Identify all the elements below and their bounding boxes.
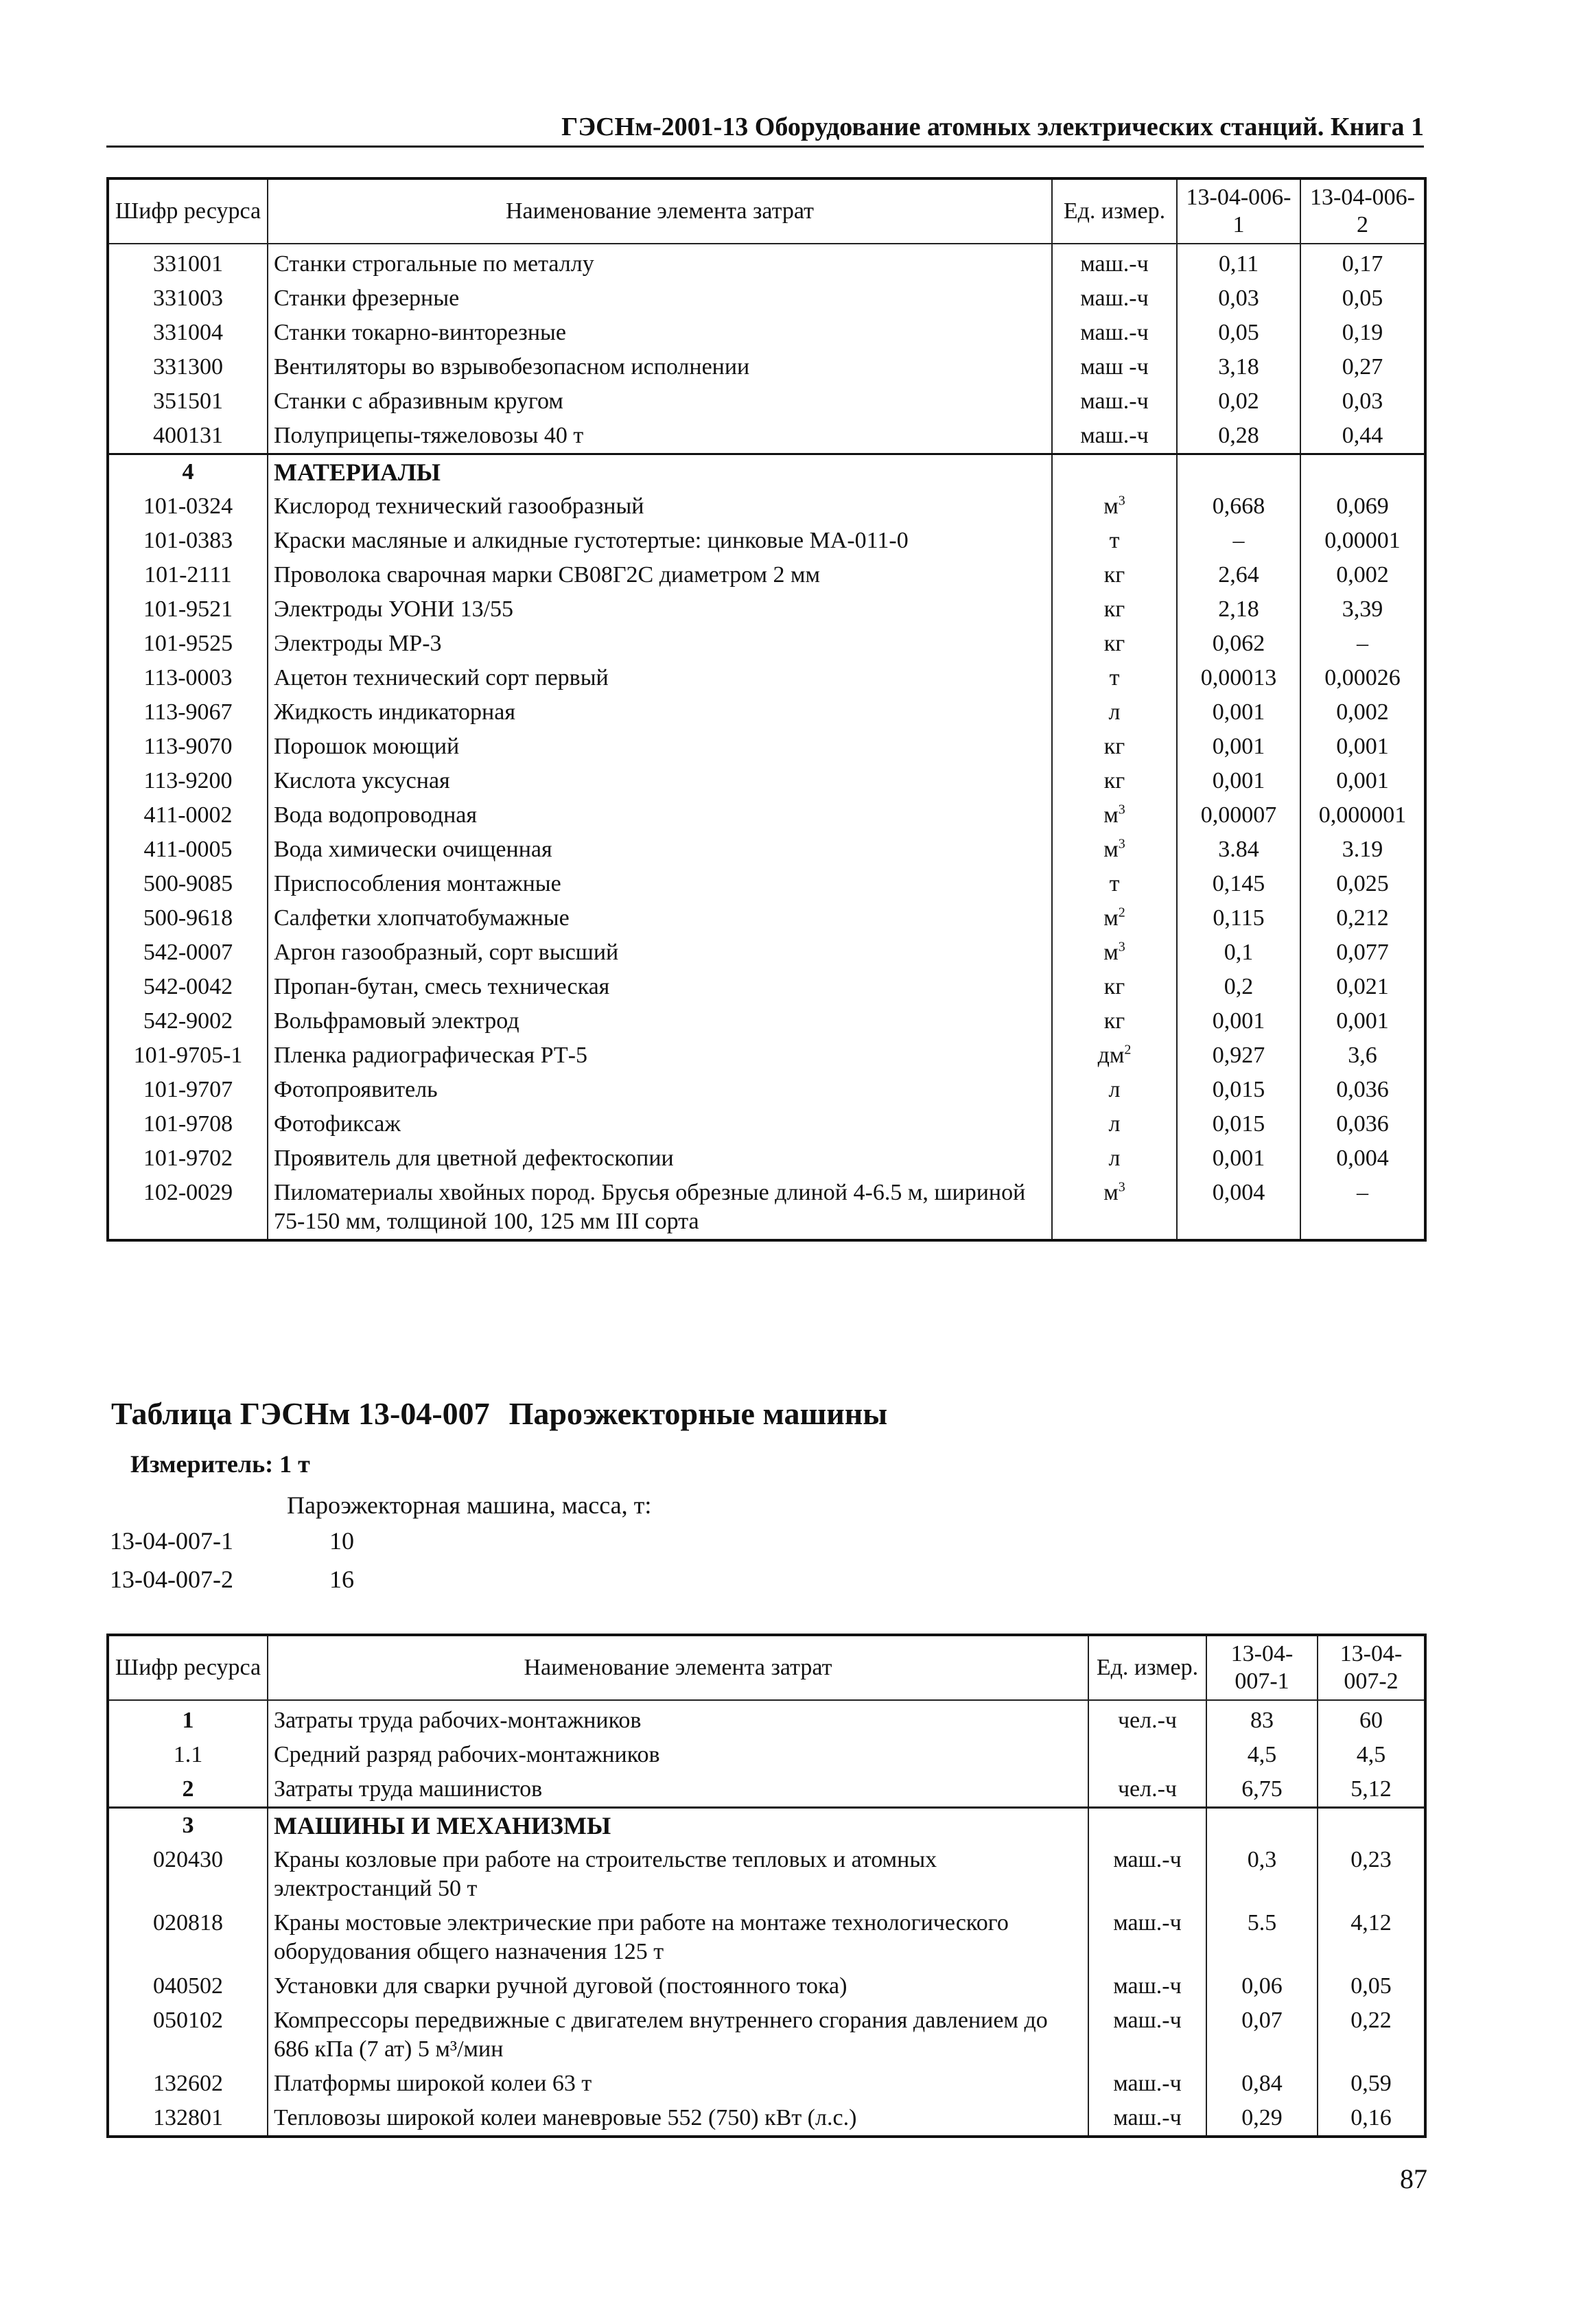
header-col-2: 13-04-007-2 [1318, 1635, 1425, 1700]
row-name: Жидкость индикаторная [268, 695, 1052, 730]
row-unit: маш.-ч [1088, 1969, 1206, 2003]
row-code: 2 [108, 1772, 268, 1808]
row-name: Пропан-бутан, смесь техническая [268, 970, 1052, 1004]
row-unit: $м^3$ [1052, 798, 1177, 833]
header-name: Наименование элемента затрат [268, 178, 1052, 244]
row-code: 101-9708 [108, 1107, 268, 1141]
table-title-text: Пароэжекторные машины [508, 1396, 888, 1431]
resource-table-006 [106, 177, 1427, 1242]
page-number: 87 [1400, 2163, 1427, 2194]
row-value-2: – [1300, 1176, 1425, 1240]
row-code: 331003 [108, 281, 268, 316]
header-unit: Ед. измер. [1088, 1635, 1206, 1700]
section-row [108, 454, 1425, 490]
table-row [108, 764, 1425, 798]
row-name: Компрессоры передвижные с двигателем внутреннего сгорания давлением до 686 кПа (7 ат) 5 м³/мин [268, 2003, 1088, 2067]
table-title-label: Таблица ГЭСНм 13-04-007 [111, 1396, 490, 1431]
param-value: 16 [329, 1566, 354, 1593]
table-row [108, 281, 1425, 316]
row-code: 351501 [108, 384, 268, 419]
row-code: 020818 [108, 1906, 268, 1969]
row-value-2: 0,025 [1300, 867, 1425, 901]
unit-exponent: 3 [1118, 802, 1125, 817]
param-title: Пароэжекторная машина, масса, т: [287, 1491, 652, 1519]
row-code: 500-9085 [108, 867, 268, 901]
row-value-2: 0,00026 [1300, 661, 1425, 695]
row-value-1: 0,2 [1177, 970, 1300, 1004]
table-row [108, 558, 1425, 592]
table-row [108, 867, 1425, 901]
unit-exponent: 3 [1118, 939, 1125, 955]
row-code: 101-2111 [108, 558, 268, 592]
row-value-1: 0,015 [1177, 1107, 1300, 1141]
row-unit: чел.-ч [1088, 1772, 1206, 1808]
row-code: 500-9618 [108, 901, 268, 936]
table-row [108, 661, 1425, 695]
row-code: 542-9002 [108, 1004, 268, 1038]
row-value-1: 0,00013 [1177, 661, 1300, 695]
row-value-1: 0,001 [1177, 1004, 1300, 1038]
row-unit: маш.-ч [1088, 2003, 1206, 2067]
row-name: Электроды МР-3 [268, 627, 1052, 661]
row-value-1: 83 [1206, 1700, 1318, 1738]
unit-exponent: 3 [1118, 1179, 1125, 1195]
row-unit [1052, 454, 1177, 490]
table-row [108, 1772, 1425, 1808]
unit-exponent: 3 [1118, 836, 1125, 852]
param-value: 10 [329, 1527, 354, 1555]
row-code: 101-0324 [108, 489, 268, 524]
table-row [108, 524, 1425, 558]
row-value-2: 0,004 [1300, 1141, 1425, 1176]
row-code: 113-0003 [108, 661, 268, 695]
header-name: Наименование элемента затрат [268, 1635, 1088, 1700]
row-code: 101-9707 [108, 1073, 268, 1107]
row-name: Краски масляные и алкидные густотертые: цинковые МА-011-0 [268, 524, 1052, 558]
row-value-2: 0,036 [1300, 1107, 1425, 1141]
resource-table-007 [106, 1634, 1427, 2138]
row-name: МАТЕРИАЛЫ [268, 454, 1052, 490]
table-row [108, 1738, 1425, 1772]
table-title [111, 1393, 887, 1434]
row-value-2: 60 [1318, 1700, 1425, 1738]
row-unit [1088, 1808, 1206, 1844]
table-row [108, 350, 1425, 384]
table-row [108, 1107, 1425, 1141]
row-name: Ацетон технический сорт первый [268, 661, 1052, 695]
row-value-1: 0,001 [1177, 730, 1300, 764]
row-code: 101-9705-1 [108, 1038, 268, 1073]
row-value-1: 5.5 [1206, 1906, 1318, 1969]
row-name: Салфетки хлопчатобумажные [268, 901, 1052, 936]
row-unit: кг [1052, 627, 1177, 661]
row-value-2: – [1300, 627, 1425, 661]
table-row [108, 695, 1425, 730]
row-value-2: 0,22 [1318, 2003, 1425, 2067]
row-name: Полуприцепы-тяжеловозы 40 т [268, 419, 1052, 454]
row-value-1: 0,001 [1177, 1141, 1300, 1176]
row-name: МАШИНЫ И МЕХАНИЗМЫ [268, 1808, 1088, 1844]
param-code: 13-04-007-1 [110, 1527, 233, 1555]
row-value-1: 0,07 [1206, 2003, 1318, 2067]
row-name: Приспособления монтажные [268, 867, 1052, 901]
row-value-1: 0,1 [1177, 936, 1300, 970]
table-row [108, 244, 1425, 281]
row-value-1: 3.84 [1177, 833, 1300, 867]
row-name: Средний разряд рабочих-монтажников [268, 1738, 1088, 1772]
table-row [108, 1906, 1425, 1969]
row-name: Тепловозы широкой колеи маневровые 552 (750) кВт (л.с.) [268, 2101, 1088, 2137]
row-value-1 [1177, 454, 1300, 490]
row-value-2: 0,001 [1300, 764, 1425, 798]
row-code: 113-9067 [108, 695, 268, 730]
row-unit: кг [1052, 764, 1177, 798]
row-code: 101-9525 [108, 627, 268, 661]
row-value-1: 0,001 [1177, 764, 1300, 798]
row-unit: маш.-ч [1052, 244, 1177, 281]
row-name: Кислота уксусная [268, 764, 1052, 798]
row-code: 411-0005 [108, 833, 268, 867]
header-col-1: 13-04-006-1 [1177, 178, 1300, 244]
table-row [108, 1843, 1425, 1906]
row-name: Краны козловые при работе на строительстве тепловых и атомных электростанций 50 т [268, 1843, 1088, 1906]
row-unit: маш.-ч [1052, 419, 1177, 454]
row-value-1: 0,001 [1177, 695, 1300, 730]
row-value-2: 0,001 [1300, 1004, 1425, 1038]
row-unit: т [1052, 524, 1177, 558]
row-name: Установки для сварки ручной дуговой (постоянного тока) [268, 1969, 1088, 2003]
row-code: 400131 [108, 419, 268, 454]
row-code: 040502 [108, 1969, 268, 2003]
row-unit: маш -ч [1052, 350, 1177, 384]
row-code: 101-9702 [108, 1141, 268, 1176]
row-value-2 [1318, 1808, 1425, 1844]
row-value-2: 0,05 [1300, 281, 1425, 316]
row-unit: $дм^2$ [1052, 1038, 1177, 1073]
unit-exponent: 3 [1118, 493, 1125, 509]
row-unit: маш.-ч [1088, 1906, 1206, 1969]
table-body [108, 244, 1425, 1240]
row-name: Вода водопроводная [268, 798, 1052, 833]
table-row [108, 936, 1425, 970]
row-code: 542-0042 [108, 970, 268, 1004]
row-value-2: 0,59 [1318, 2067, 1425, 2101]
param-row [110, 1564, 354, 1595]
unit-exponent: 2 [1118, 905, 1125, 920]
header-code: Шифр ресурса [108, 1635, 268, 1700]
row-value-2: 0,00001 [1300, 524, 1425, 558]
row-name: Станки строгальные по металлу [268, 244, 1052, 281]
row-name: Вода химически очищенная [268, 833, 1052, 867]
param-code: 13-04-007-2 [110, 1566, 233, 1593]
row-name: Порошок моющий [268, 730, 1052, 764]
table-row [108, 316, 1425, 350]
row-code: 3 [108, 1808, 268, 1844]
table-row [108, 798, 1425, 833]
table-row [108, 2067, 1425, 2101]
row-value-2: 3,39 [1300, 592, 1425, 627]
row-value-1 [1206, 1808, 1318, 1844]
row-unit: кг [1052, 970, 1177, 1004]
row-value-2: 0,000001 [1300, 798, 1425, 833]
row-value-2: 0,44 [1300, 419, 1425, 454]
row-code: 331300 [108, 350, 268, 384]
row-value-2: 0,069 [1300, 489, 1425, 524]
row-value-1: 0,28 [1177, 419, 1300, 454]
row-code: 101-0383 [108, 524, 268, 558]
row-value-1: 0,668 [1177, 489, 1300, 524]
table-row [108, 1073, 1425, 1107]
row-value-1: 2,18 [1177, 592, 1300, 627]
table-row [108, 1004, 1425, 1038]
row-name: Пиломатериалы хвойных пород. Брусья обрезные длиной 4-6.5 м, шириной 75-150 мм, толщиной 100, 125 мм III сорта [268, 1176, 1052, 1240]
row-unit: $м^3$ [1052, 489, 1177, 524]
row-code: 113-9200 [108, 764, 268, 798]
header-code: Шифр ресурса [108, 178, 268, 244]
row-value-2: 3.19 [1300, 833, 1425, 867]
table-row [108, 970, 1425, 1004]
row-value-2: 0,077 [1300, 936, 1425, 970]
row-unit: кг [1052, 592, 1177, 627]
row-name: Вольфрамовый электрод [268, 1004, 1052, 1038]
row-value-2: 4,5 [1318, 1738, 1425, 1772]
measure-unit: Измеритель: 1 т [130, 1450, 310, 1478]
row-code: 050102 [108, 2003, 268, 2067]
row-value-1: 0,145 [1177, 867, 1300, 901]
row-code: 113-9070 [108, 730, 268, 764]
row-value-2: 3,6 [1300, 1038, 1425, 1073]
row-value-1: 3,18 [1177, 350, 1300, 384]
table-row [108, 592, 1425, 627]
row-unit: л [1052, 1073, 1177, 1107]
row-value-1: 0,115 [1177, 901, 1300, 936]
row-unit: кг [1052, 1004, 1177, 1038]
row-name: Аргон газообразный, сорт высший [268, 936, 1052, 970]
running-head: ГЭСНм-2001-13 Оборудование атомных электрических станций. Книга 1 [106, 110, 1424, 148]
row-name: Затраты труда машинистов [268, 1772, 1088, 1808]
header-col-2: 13-04-006-2 [1300, 178, 1425, 244]
table-row [108, 1176, 1425, 1240]
table-row [108, 2101, 1425, 2137]
table-row [108, 901, 1425, 936]
row-unit: маш.-ч [1052, 281, 1177, 316]
row-value-1: 0,84 [1206, 2067, 1318, 2101]
table-row [108, 384, 1425, 419]
row-code: 331001 [108, 244, 268, 281]
row-value-2: 0,001 [1300, 730, 1425, 764]
row-value-2: 0,021 [1300, 970, 1425, 1004]
row-name: Фотофиксаж [268, 1107, 1052, 1141]
row-value-2: 0,17 [1300, 244, 1425, 281]
row-value-1: 0,29 [1206, 2101, 1318, 2137]
row-unit: чел.-ч [1088, 1700, 1206, 1738]
row-unit [1088, 1738, 1206, 1772]
row-name: Краны мостовые электрические при работе на монтаже технологического оборудования общего назначения 125 т [268, 1906, 1088, 1969]
row-code: 542-0007 [108, 936, 268, 970]
row-name: Кислород технический газообразный [268, 489, 1052, 524]
row-value-2: 5,12 [1318, 1772, 1425, 1808]
row-unit: кг [1052, 558, 1177, 592]
table-row [108, 489, 1425, 524]
row-value-2: 0,19 [1300, 316, 1425, 350]
row-value-2: 0,27 [1300, 350, 1425, 384]
unit-exponent: 2 [1124, 1042, 1132, 1058]
param-row [110, 1525, 354, 1557]
row-name: Затраты труда рабочих-монтажников [268, 1700, 1088, 1738]
row-value-2: 0,05 [1318, 1969, 1425, 2003]
row-value-2: 0,002 [1300, 558, 1425, 592]
row-value-1: 0,00007 [1177, 798, 1300, 833]
table-row [108, 1700, 1425, 1738]
row-code: 101-9521 [108, 592, 268, 627]
row-code: 1 [108, 1700, 268, 1738]
row-unit: т [1052, 867, 1177, 901]
row-value-1: 6,75 [1206, 1772, 1318, 1808]
row-value-1: 0,05 [1177, 316, 1300, 350]
row-value-2: 0,16 [1318, 2101, 1425, 2137]
row-value-1: 2,64 [1177, 558, 1300, 592]
row-value-2: 0,002 [1300, 695, 1425, 730]
row-code: 4 [108, 454, 268, 490]
row-value-2: 0,03 [1300, 384, 1425, 419]
row-name: Вентиляторы во взрывобезопасном исполнении [268, 350, 1052, 384]
row-value-2: 0,212 [1300, 901, 1425, 936]
row-value-1: 4,5 [1206, 1738, 1318, 1772]
row-value-1: 0,02 [1177, 384, 1300, 419]
row-code: 331004 [108, 316, 268, 350]
table-header-row [108, 1635, 1425, 1700]
row-unit: л [1052, 695, 1177, 730]
row-unit: $м^2$ [1052, 901, 1177, 936]
row-name: Электроды УОНИ 13/55 [268, 592, 1052, 627]
row-name: Фотопроявитель [268, 1073, 1052, 1107]
row-value-1: 0,11 [1177, 244, 1300, 281]
table-row [108, 833, 1425, 867]
row-unit: л [1052, 1107, 1177, 1141]
row-value-2 [1300, 454, 1425, 490]
table-row [108, 730, 1425, 764]
row-code: 102-0029 [108, 1176, 268, 1240]
row-unit: $м^3$ [1052, 1176, 1177, 1240]
row-value-1: 0,004 [1177, 1176, 1300, 1240]
row-unit: л [1052, 1141, 1177, 1176]
row-name: Платформы широкой колеи 63 т [268, 2067, 1088, 2101]
row-code: 411-0002 [108, 798, 268, 833]
row-value-1: 0,015 [1177, 1073, 1300, 1107]
row-value-1: 0,03 [1177, 281, 1300, 316]
row-unit: кг [1052, 730, 1177, 764]
table-row [108, 1969, 1425, 2003]
table-row [108, 627, 1425, 661]
section-row [108, 1808, 1425, 1844]
row-name: Пленка радиографическая РТ-5 [268, 1038, 1052, 1073]
table-row [108, 2003, 1425, 2067]
row-value-1: 0,3 [1206, 1843, 1318, 1906]
row-unit: $м^3$ [1052, 833, 1177, 867]
row-unit: т [1052, 661, 1177, 695]
row-value-2: 0,23 [1318, 1843, 1425, 1906]
header-unit: Ед. измер. [1052, 178, 1177, 244]
row-unit: маш.-ч [1052, 316, 1177, 350]
row-name: Станки токарно-винторезные [268, 316, 1052, 350]
row-value-2: 0,036 [1300, 1073, 1425, 1107]
row-code: 132801 [108, 2101, 268, 2137]
row-value-2: 4,12 [1318, 1906, 1425, 1969]
row-code: 132602 [108, 2067, 268, 2101]
table-header-row [108, 178, 1425, 244]
row-name: Станки с абразивным кругом [268, 384, 1052, 419]
table-row [108, 1038, 1425, 1073]
row-name: Проявитель для цветной дефектоскопии [268, 1141, 1052, 1176]
row-code: 1.1 [108, 1738, 268, 1772]
row-value-1: 0,927 [1177, 1038, 1300, 1073]
row-unit: маш.-ч [1088, 1843, 1206, 1906]
row-value-1: 0,062 [1177, 627, 1300, 661]
row-name: Станки фрезерные [268, 281, 1052, 316]
table-body [108, 1700, 1425, 2137]
row-code: 020430 [108, 1843, 268, 1906]
row-unit: маш.-ч [1088, 2067, 1206, 2101]
row-name: Проволока сварочная марки СВ08Г2С диаметром 2 мм [268, 558, 1052, 592]
table-row [108, 419, 1425, 454]
row-value-1: 0,06 [1206, 1969, 1318, 2003]
header-col-1: 13-04-007-1 [1206, 1635, 1318, 1700]
row-unit: маш.-ч [1052, 384, 1177, 419]
row-unit: маш.-ч [1088, 2101, 1206, 2137]
row-unit: $м^3$ [1052, 936, 1177, 970]
row-value-1: – [1177, 524, 1300, 558]
table-row [108, 1141, 1425, 1176]
